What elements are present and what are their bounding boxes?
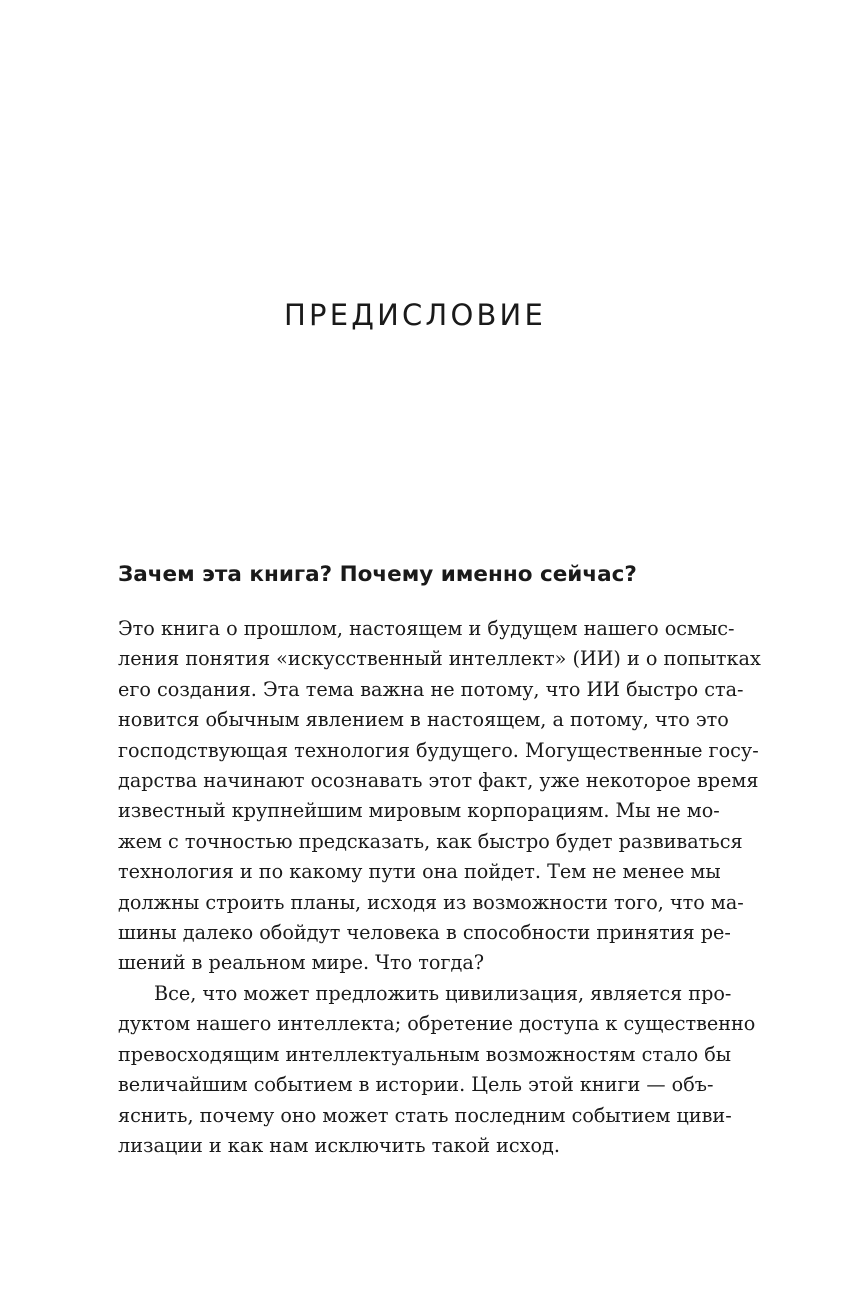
text-line: яснить, почему оно может стать последним событием циви-	[118, 1103, 732, 1127]
text-line: дуктом нашего интеллекта; обретение доступа к существенно	[118, 1012, 756, 1036]
text-line: господствующая технология будущего. Могущественные госу-	[118, 738, 759, 762]
body-text	[118, 614, 761, 1161]
text-line: новится обычным явлением в настоящем, а потому, что это	[118, 708, 729, 732]
text-line: Все, что может предложить цивилизация, является про-	[154, 981, 732, 1005]
text-line: жем с точностью предсказать, как быстро будет развиваться	[118, 829, 743, 853]
text-line: величайшим событием в истории. Цель этой книги — объ-	[118, 1073, 714, 1097]
text-line: дарства начинают осознавать этот факт, уже некоторое время	[118, 769, 759, 793]
text-line: шений в реальном мире. Что тогда?	[118, 951, 485, 975]
text-line: превосходящим интеллектуальным возможностям стало бы	[118, 1042, 732, 1066]
text-line: его создания. Эта тема важна не потому, что ИИ быстро ста-	[118, 677, 744, 701]
paragraph-1	[118, 614, 761, 979]
text-line: известный крупнейшим мировым корпорациям. Мы не мо-	[118, 799, 720, 823]
text-line: технология и по какому пути она пойдет. Тем не менее мы	[118, 860, 721, 884]
text-line: шины далеко обойдут человека в способности принятия ре-	[118, 921, 731, 945]
paragraph-2	[118, 979, 756, 1161]
text-line: Это книга о прошлом, настоящем и будущем нашего осмыс-	[118, 617, 735, 640]
text-line: должны строить планы, исходя из возможности того, что ма-	[118, 890, 744, 914]
text-line: лизации и как нам исключить такой исход.	[118, 1133, 560, 1157]
chapter-title: ПРЕДИСЛОВИЕ	[284, 298, 546, 332]
text-line: ления понятия «искусственный интеллект» (ИИ) и о попытках	[118, 647, 761, 671]
section-heading: Зачем эта книга? Почему именно сейчас?	[118, 562, 637, 587]
